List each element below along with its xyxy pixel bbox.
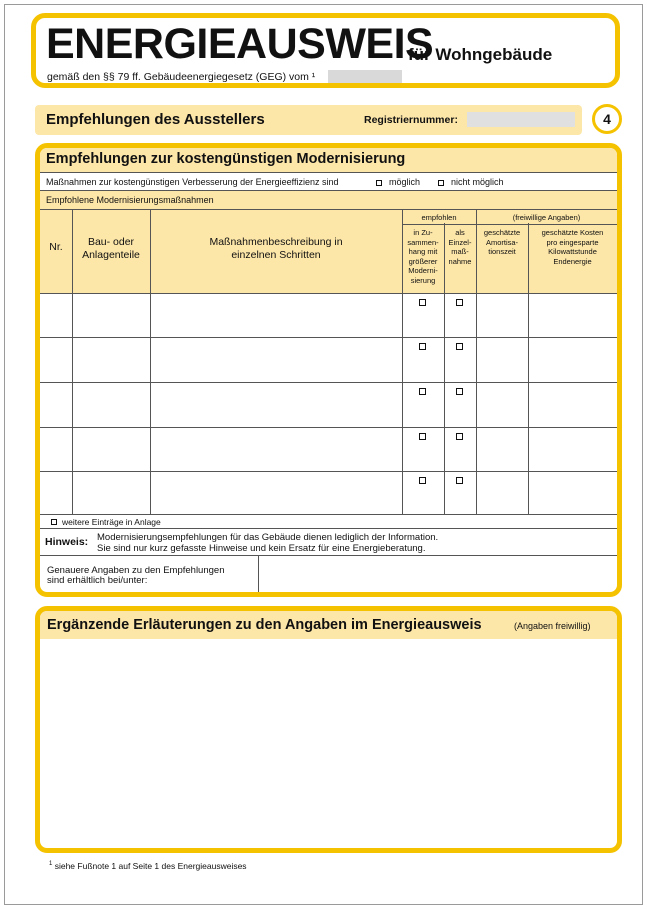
col-description-header-line1: Maßnahmenbeschreibung in — [209, 236, 343, 248]
not-possible-checkbox[interactable] — [438, 178, 444, 188]
recommended-measures-row — [40, 191, 617, 209]
details-label-line2: sind erhältlich bei/unter: — [47, 575, 148, 586]
section-title: Empfehlungen des Ausstellers — [46, 111, 265, 128]
modernization-title: Empfehlungen zur kostengünstigen Modernisierung — [46, 151, 406, 167]
not-possible-label: nicht möglich — [451, 177, 504, 187]
col-component-header-line1: Bau- oder — [87, 236, 135, 248]
law-reference: gemäß den §§ 79 ff. Gebäudeenergiegesetz (GEG) vom ¹ — [47, 71, 316, 83]
col-payback-header: geschätzte Amortisa- tionszeit — [483, 228, 521, 256]
hint-label: Hinweis: — [45, 536, 89, 548]
details-row — [40, 556, 617, 594]
modernization-header — [40, 148, 617, 172]
further-entries-row — [40, 514, 617, 529]
registration-number-field[interactable] — [467, 112, 575, 127]
possible-label: möglich — [389, 177, 421, 187]
table-header — [40, 209, 617, 293]
supplementary-note: (Angaben freiwillig) — [514, 621, 591, 631]
row1-combined-checkbox[interactable] — [419, 299, 426, 306]
col-cost-header: geschätzte Kosten pro eingesparte Kilowattstunde Endenergie — [541, 228, 604, 266]
supplementary-header — [40, 611, 617, 639]
footnote: $^1$ siehe Fußnote 1 auf Seite 1 des Energieausweises — [49, 861, 247, 871]
optional-group-header: (freiwillige Angaben) — [512, 213, 581, 222]
details-label-line1: Genauere Angaben zu den Empfehlungen — [47, 565, 225, 576]
further-entries-checkbox[interactable] — [51, 519, 57, 525]
supplementary-box — [35, 606, 622, 853]
row3-combined-checkbox[interactable] — [419, 388, 426, 395]
col-description-header-line2: einzelnen Schritten — [231, 249, 321, 261]
law-date-field[interactable] — [328, 70, 402, 83]
row5-combined-checkbox[interactable] — [419, 477, 426, 484]
page-number-badge: 4 — [592, 104, 622, 134]
col-combined-header: in Zu- sammen- hang mit größerer Moderni- sierung — [407, 228, 439, 285]
document-subtitle: für Wohngebäude — [408, 45, 553, 64]
row5-single-checkbox[interactable] — [456, 477, 463, 484]
document-title: ENERGIEAUSWEIS — [46, 20, 434, 68]
col-component-header-line2: Anlagenteile — [82, 249, 140, 261]
row4-single-checkbox[interactable] — [456, 433, 463, 440]
registration-label: Registriernummer: — [364, 114, 458, 126]
supplementary-title: Ergänzende Erläuterungen zu den Angaben im Energieausweis — [47, 617, 482, 633]
hint-text-line1: Modernisierungsempfehlungen für das Gebäude dienen lediglich der Information. — [97, 532, 439, 543]
recommended-measures-label: Empfohlene Modernisierungsmaßnahmen — [46, 195, 214, 205]
possible-checkbox[interactable] — [376, 178, 382, 188]
row4-combined-checkbox[interactable] — [419, 433, 426, 440]
modernization-box — [35, 143, 622, 597]
measures-options-row — [40, 172, 617, 191]
row1-single-checkbox[interactable] — [456, 299, 463, 306]
row2-combined-checkbox[interactable] — [419, 343, 426, 350]
row3-single-checkbox[interactable] — [456, 388, 463, 395]
section-bar — [35, 105, 582, 135]
col-nr-header: Nr. — [49, 241, 63, 253]
recommended-group-header: empfohlen — [421, 213, 457, 222]
hint-row — [40, 529, 617, 556]
measures-options-label: Maßnahmen zur kostengünstigen Verbesserung der Energieeffizienz sind — [46, 177, 339, 187]
further-entries-label: weitere Einträge in Anlage — [62, 517, 161, 527]
row2-single-checkbox[interactable] — [456, 343, 463, 350]
col-single-header: als Einzel- maß- nahme — [448, 228, 472, 266]
hint-text-line2: Sie sind nur kurz gefasste Hinweise und kein Ersatz für eine Energieberatung. — [97, 543, 426, 554]
document-header — [31, 13, 620, 88]
